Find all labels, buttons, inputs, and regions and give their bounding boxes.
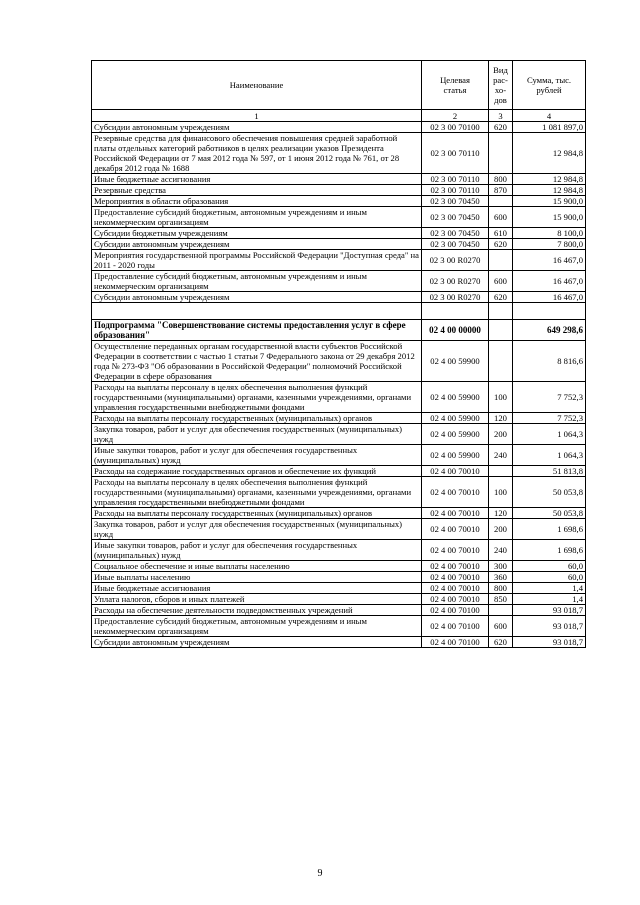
- row-amount: 12 984,8: [513, 174, 586, 185]
- column-number-row: [92, 110, 586, 122]
- row-target-code: 02 3 00 70110: [422, 174, 489, 185]
- row-target-code: 02 4 00 59900: [422, 341, 489, 382]
- row-amount: 1 064,3: [513, 445, 586, 466]
- row-amount: 16 467,0: [513, 271, 586, 292]
- row-expense-type: 610: [489, 228, 513, 239]
- table-row: [92, 466, 586, 477]
- row-amount: 15 900,0: [513, 196, 586, 207]
- row-amount: 1 081 897,0: [513, 122, 586, 133]
- table-row: [92, 341, 586, 382]
- row-expense-type: 100: [489, 477, 513, 508]
- row-name: Иные бюджетные ассигнования: [92, 174, 422, 185]
- header-code: Целевая статья: [422, 61, 489, 110]
- column-number: 3: [489, 110, 513, 122]
- row-expense-type: 120: [489, 508, 513, 519]
- row-expense-type: [489, 605, 513, 616]
- row-target-code: 02 4 00 70010: [422, 583, 489, 594]
- row-name: Расходы на выплаты персоналу в целях обеспечения выполнения функций государственными (муниципальными) органами, казенными учреждениями, органами управления государственными внебюджетными фондами: [92, 382, 422, 413]
- row-target-code: 02 3 00 70450: [422, 196, 489, 207]
- row-name: Расходы на содержание государственных органов и обеспечение их функций: [92, 466, 422, 477]
- row-name: Резервные средства: [92, 185, 422, 196]
- table-row: [92, 519, 586, 540]
- row-name: Расходы на выплаты персоналу государственных (муниципальных) органов: [92, 508, 422, 519]
- row-expense-type: 620: [489, 122, 513, 133]
- budget-table: [91, 60, 586, 648]
- row-amount: 51 813,8: [513, 466, 586, 477]
- row-target-code: 02 3 00 70110: [422, 133, 489, 174]
- table-row: [92, 133, 586, 174]
- row-expense-type: 240: [489, 445, 513, 466]
- row-amount: 15 900,0: [513, 207, 586, 228]
- row-name: Иные выплаты населению: [92, 572, 422, 583]
- row-target-code: 02 4 00 59900: [422, 413, 489, 424]
- row-name: Расходы на обеспечение деятельности подведомственных учреждений: [92, 605, 422, 616]
- table-row: [92, 320, 586, 341]
- row-amount: 8 100,0: [513, 228, 586, 239]
- row-name: Расходы на выплаты персоналу в целях обеспечения выполнения функций государственными (муниципальными) органами, казенными учреждениями, органами управления государственными внебюджетными фондами: [92, 477, 422, 508]
- row-target-code: 02 4 00 59900: [422, 424, 489, 445]
- row-amount: 12 984,8: [513, 133, 586, 174]
- table-row: [92, 228, 586, 239]
- row-amount: 1,4: [513, 594, 586, 605]
- row-amount: 50 053,8: [513, 477, 586, 508]
- row-name: Закупка товаров, работ и услуг для обеспечения государственных (муниципальных) нужд: [92, 519, 422, 540]
- row-target-code: 02 4 00 59900: [422, 382, 489, 413]
- table-row: [92, 572, 586, 583]
- table-row: [92, 616, 586, 637]
- row-amount: 93 018,7: [513, 616, 586, 637]
- row-amount: 16 467,0: [513, 250, 586, 271]
- row-target-code: 02 4 00 70100: [422, 616, 489, 637]
- row-target-code: 02 4 00 70010: [422, 466, 489, 477]
- table-row: [92, 382, 586, 413]
- table-row: [92, 605, 586, 616]
- row-amount: 1 064,3: [513, 424, 586, 445]
- row-expense-type: [489, 466, 513, 477]
- row-amount: 1,4: [513, 583, 586, 594]
- row-target-code: 02 4 00 70010: [422, 540, 489, 561]
- row-name: Уплата налогов, сборов и иных платежей: [92, 594, 422, 605]
- header-type: Вид рас-хо-дов: [489, 61, 513, 110]
- column-number: 1: [92, 110, 422, 122]
- row-expense-type: 600: [489, 616, 513, 637]
- row-amount: 60,0: [513, 572, 586, 583]
- row-expense-type: 800: [489, 174, 513, 185]
- table-row: [92, 196, 586, 207]
- row-amount: 60,0: [513, 561, 586, 572]
- row-expense-type: 850: [489, 594, 513, 605]
- row-name: Субсидии автономным учреждениям: [92, 292, 422, 303]
- row-name: Мероприятия в области образования: [92, 196, 422, 207]
- row-target-code: 02 4 00 70010: [422, 594, 489, 605]
- row-amount: 7 752,3: [513, 382, 586, 413]
- row-expense-type: 600: [489, 207, 513, 228]
- row-amount: 16 467,0: [513, 292, 586, 303]
- row-expense-type: 360: [489, 572, 513, 583]
- row-expense-type: 800: [489, 583, 513, 594]
- table-row: [92, 540, 586, 561]
- row-expense-type: [489, 196, 513, 207]
- table-row: [92, 303, 586, 320]
- row-name: Предоставление субсидий бюджетным, автономным учреждениям и иным некоммерческим организациям: [92, 616, 422, 637]
- row-expense-type: 240: [489, 540, 513, 561]
- row-expense-type: 100: [489, 382, 513, 413]
- row-expense-type: [489, 303, 513, 320]
- header-name: Наименование: [92, 61, 422, 110]
- header-sum: Сумма, тыс. рублей: [513, 61, 586, 110]
- row-name: Субсидии автономным учреждениям: [92, 122, 422, 133]
- row-name: Расходы на выплаты персоналу государственных (муниципальных) органов: [92, 413, 422, 424]
- table-row: [92, 583, 586, 594]
- row-expense-type: 120: [489, 413, 513, 424]
- table-row: [92, 561, 586, 572]
- row-expense-type: [489, 133, 513, 174]
- row-name: [92, 303, 422, 320]
- row-target-code: 02 4 00 00000: [422, 320, 489, 341]
- row-name: Резервные средства для финансового обеспечения повышения средней заработной платы отдельных категорий работников в целях реализации указов Президента Российской Федерации от 7 мая 2012 года № 597, от 1 июня 2012 года № 761, от 28 декабря 2012 года № 1688: [92, 133, 422, 174]
- row-name: Подпрограмма "Совершенствование системы предоставления услуг в сфере образования": [92, 320, 422, 341]
- page-number: 9: [317, 868, 323, 879]
- table-row: [92, 413, 586, 424]
- row-name: Иные закупки товаров, работ и услуг для обеспечения государственных (муниципальных) нужд: [92, 540, 422, 561]
- row-amount: 649 298,6: [513, 320, 586, 341]
- row-name: Субсидии автономным учреждениям: [92, 637, 422, 648]
- column-number: 4: [513, 110, 586, 122]
- row-expense-type: 870: [489, 185, 513, 196]
- row-target-code: 02 4 00 59900: [422, 445, 489, 466]
- row-amount: 12 984,8: [513, 185, 586, 196]
- row-target-code: 02 3 00 70450: [422, 239, 489, 250]
- header-row: [92, 61, 586, 110]
- row-amount: 7 800,0: [513, 239, 586, 250]
- row-target-code: [422, 303, 489, 320]
- row-amount: 1 698,6: [513, 540, 586, 561]
- table-body: [92, 122, 586, 648]
- row-target-code: 02 3 00 70450: [422, 207, 489, 228]
- row-amount: 1 698,6: [513, 519, 586, 540]
- row-expense-type: 200: [489, 424, 513, 445]
- row-target-code: 02 3 00 70450: [422, 228, 489, 239]
- row-amount: [513, 303, 586, 320]
- table-row: [92, 185, 586, 196]
- row-expense-type: [489, 250, 513, 271]
- row-expense-type: 300: [489, 561, 513, 572]
- row-expense-type: 620: [489, 637, 513, 648]
- row-target-code: 02 3 00 R0270: [422, 250, 489, 271]
- row-name: Субсидии автономным учреждениям: [92, 239, 422, 250]
- table-row: [92, 445, 586, 466]
- row-amount: 8 816,6: [513, 341, 586, 382]
- row-name: Осуществление переданных органам государственной власти субъектов Российской Федерации в соответствии с частью 1 статьи 7 Федерального закона от 29 декабря 2012 года № 273-ФЗ "Об образовании в Российской Федерации" полномочий Российской Федерации в сфере образования: [92, 341, 422, 382]
- row-target-code: 02 4 00 70100: [422, 605, 489, 616]
- row-target-code: 02 4 00 70100: [422, 637, 489, 648]
- row-expense-type: 620: [489, 292, 513, 303]
- column-number: 2: [422, 110, 489, 122]
- row-expense-type: [489, 320, 513, 341]
- row-name: Закупка товаров, работ и услуг для обеспечения государственных (муниципальных) нужд: [92, 424, 422, 445]
- row-name: Иные закупки товаров, работ и услуг для обеспечения государственных (муниципальных) нужд: [92, 445, 422, 466]
- row-name: Предоставление субсидий бюджетным, автономным учреждениям и иным некоммерческим организациям: [92, 207, 422, 228]
- table-row: [92, 250, 586, 271]
- row-target-code: 02 4 00 70010: [422, 508, 489, 519]
- row-amount: 93 018,7: [513, 605, 586, 616]
- row-name: Иные бюджетные ассигнования: [92, 583, 422, 594]
- row-target-code: 02 4 00 70010: [422, 572, 489, 583]
- row-amount: 50 053,8: [513, 508, 586, 519]
- row-target-code: 02 3 00 R0270: [422, 292, 489, 303]
- table-row: [92, 207, 586, 228]
- row-target-code: 02 4 00 70010: [422, 519, 489, 540]
- table-row: [92, 122, 586, 133]
- table-row: [92, 477, 586, 508]
- table-row: [92, 271, 586, 292]
- table-row: [92, 637, 586, 648]
- row-target-code: 02 4 00 70010: [422, 477, 489, 508]
- table-row: [92, 594, 586, 605]
- row-amount: 93 018,7: [513, 637, 586, 648]
- row-target-code: 02 3 00 R0270: [422, 271, 489, 292]
- row-target-code: 02 4 00 70010: [422, 561, 489, 572]
- table-row: [92, 508, 586, 519]
- row-expense-type: [489, 341, 513, 382]
- row-target-code: 02 3 00 70110: [422, 185, 489, 196]
- row-target-code: 02 3 00 70100: [422, 122, 489, 133]
- table-row: [92, 174, 586, 185]
- row-name: Предоставление субсидий бюджетным, автономным учреждениям и иным некоммерческим организациям: [92, 271, 422, 292]
- table-row: [92, 239, 586, 250]
- row-name: Субсидии бюджетным учреждениям: [92, 228, 422, 239]
- table-row: [92, 424, 586, 445]
- row-amount: 7 752,3: [513, 413, 586, 424]
- row-expense-type: 620: [489, 239, 513, 250]
- row-expense-type: 200: [489, 519, 513, 540]
- row-name: Мероприятия государственной программы Российской Федерации "Доступная среда" на 2011 - 2020 годы: [92, 250, 422, 271]
- row-expense-type: 600: [489, 271, 513, 292]
- table-row: [92, 292, 586, 303]
- row-name: Социальное обеспечение и иные выплаты населению: [92, 561, 422, 572]
